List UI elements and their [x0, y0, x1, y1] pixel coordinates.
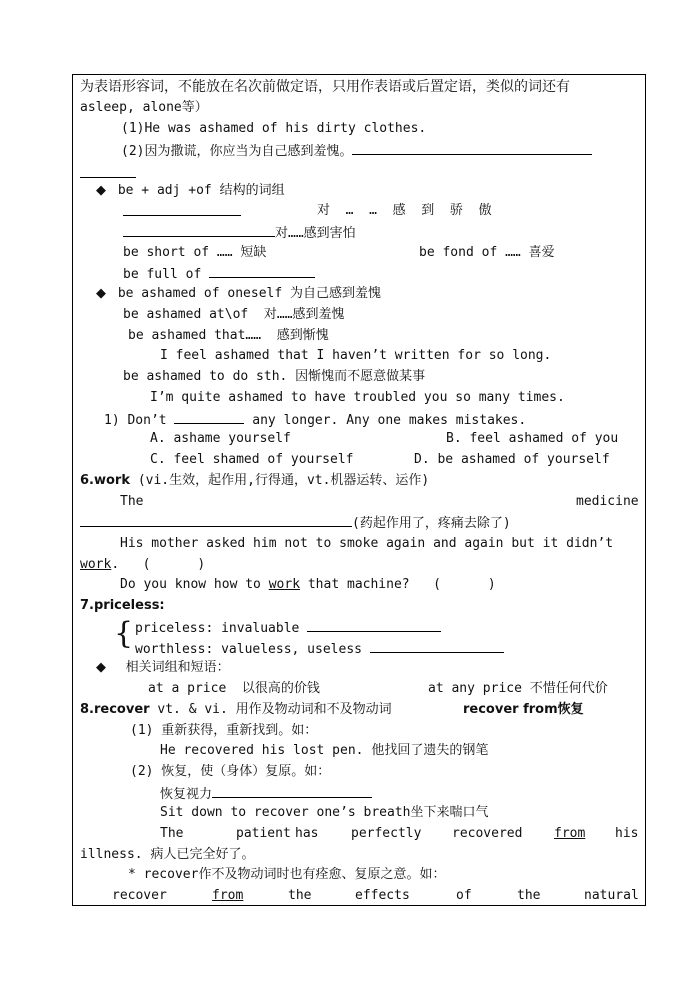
text-line: asleep, alone等） — [80, 100, 208, 115]
example-sentence — [120, 576, 496, 594]
answer-blank — [209, 264, 315, 278]
sentence-text: (2)因为撒谎，你应当为自己感到羞愧。 — [121, 144, 353, 159]
phrase-line: be short of …… 短缺 — [123, 245, 267, 260]
heading-definition: (vi.生效，起作用,行得通，vt.机器运转、运作) — [137, 473, 430, 488]
synonym-line — [135, 618, 441, 638]
word-patient: patient — [236, 826, 291, 841]
word-perfectly: perfectly — [351, 826, 422, 841]
bullet-text: be + adj +of 结构的词组 — [117, 183, 285, 198]
word-the: the — [288, 888, 312, 903]
bullet-line — [96, 182, 285, 200]
diamond-bullet-icon: ◆ — [96, 286, 106, 301]
phrase-line — [123, 264, 315, 284]
word-The: The — [160, 826, 184, 841]
section-heading: 7.priceless: — [80, 598, 165, 613]
example-sentence: Sit down to recover one’s breath坐下来喘口气 — [160, 805, 489, 820]
phrase-line — [123, 202, 241, 222]
answer-blank — [80, 513, 352, 527]
word-recovered: recovered — [452, 826, 523, 841]
answer-blank — [307, 618, 441, 632]
heading-phrase: recover from恢复 — [463, 702, 584, 717]
answer-blank-line — [80, 164, 136, 184]
sentence-text: (药起作用了，疼痛去除了) — [352, 516, 511, 531]
phrase-line: be ashamed to do sth. 因惭愧而不愿意做某事 — [123, 369, 426, 384]
phrase-line — [123, 223, 356, 243]
option-a: A. ashame yourself — [150, 431, 291, 446]
answer-blank — [352, 141, 592, 155]
bullet-text: be ashamed of oneself 为自己感到羞愧 — [117, 286, 382, 301]
example-sentence: I feel ashamed that I haven’t written for so long. — [160, 348, 552, 363]
word-natural: natural — [584, 888, 639, 903]
word-from: from — [554, 826, 586, 841]
example-word: The — [120, 494, 144, 509]
phrase-line: be ashamed at\of 对……感到羞愧 — [123, 307, 345, 322]
exercise-question — [104, 410, 526, 430]
sentence-text: . ( ) — [111, 557, 206, 572]
heading-word: 6.work — [80, 473, 130, 488]
word-recover: recover — [112, 888, 167, 903]
answer-blank — [174, 410, 244, 424]
example-sentence: His mother asked him not to smoke again and again but it didn’t — [120, 536, 614, 551]
sentence-text: that machine? ( ) — [300, 577, 496, 592]
bullet-line — [96, 285, 381, 303]
diamond-bullet-icon: ◆ — [96, 183, 106, 198]
synonym-text: worthless: valueless, useless — [135, 642, 362, 657]
option-c: C. feel shamed of yourself — [150, 452, 354, 467]
example-sentence — [121, 141, 592, 161]
example-sentence — [160, 784, 372, 804]
synonym-line — [135, 639, 504, 659]
section-heading — [80, 472, 429, 490]
bullet-text: 相关词组和短语： — [125, 660, 230, 675]
answer-blank — [212, 784, 372, 798]
word-from: from — [212, 888, 244, 903]
question-text: 1) Don’t — [104, 413, 167, 428]
heading-word: 8.recover — [80, 702, 150, 717]
phrase-line: be ashamed that…… 感到惭愧 — [128, 328, 329, 343]
phrase-text: be full of — [123, 267, 202, 282]
diamond-bullet-icon: ◆ — [96, 660, 106, 675]
answer-blank — [370, 639, 504, 653]
example-sentence: (1)He was ashamed of his dirty clothes. — [121, 121, 427, 136]
phrase-line: at any price 不惜任何代价 — [428, 681, 608, 696]
underlined-word: work — [80, 557, 112, 572]
example-sentence: illness. 病人已完全好了。 — [80, 847, 255, 862]
sense-line: (1) 重新获得，重新找到。如： — [130, 723, 318, 738]
phrase-line: at a price 以很高的价钱 — [148, 681, 320, 696]
example-sentence — [80, 513, 511, 533]
brace-icon: { — [114, 616, 134, 651]
answer-blank — [80, 164, 136, 178]
heading-definition: vt. & vi. 用作及物动词和不及物动词 — [157, 702, 392, 717]
example-word: medicine — [576, 494, 639, 509]
answer-blank — [123, 223, 275, 237]
option-b: B. feel ashamed of you — [446, 431, 619, 446]
phrase-meaning: 对 … … 感 到 骄 傲 — [317, 203, 492, 218]
word-has: has — [295, 826, 319, 841]
section-heading — [80, 701, 392, 719]
note-line: * recover作不及物动词时也有痊愈、复原之意。如： — [128, 867, 446, 882]
text-line: 为表语形容词，不能放在名次前做定语，只用作表语或后置定语，类似的词还有 — [80, 79, 570, 95]
synonym-text: priceless: invaluable — [135, 621, 300, 636]
phrase-meaning: 对……感到害怕 — [275, 226, 356, 241]
question-text: any longer. Any one makes mistakes. — [252, 413, 527, 428]
word-the: the — [517, 888, 541, 903]
example-sentence — [80, 556, 205, 574]
sentence-text: Do you know how to — [120, 577, 269, 592]
phrase-line: be fond of …… 喜爱 — [419, 245, 555, 260]
answer-blank — [123, 202, 241, 216]
underlined-word: work — [268, 577, 301, 592]
word-effects: effects — [355, 888, 410, 903]
word-his: his — [615, 826, 639, 841]
word-of: of — [456, 888, 472, 903]
sense-line: (2) 恢复，使（身体）复原。如： — [130, 764, 331, 779]
example-sentence: I’m quite ashamed to have troubled you so many times. — [150, 390, 565, 405]
option-d: D. be ashamed of yourself — [414, 452, 610, 467]
sentence-text: 恢复视力 — [160, 787, 213, 802]
example-sentence: He recovered his lost pen. 他找回了遗失的钢笔 — [160, 743, 489, 758]
bullet-line — [96, 659, 230, 677]
